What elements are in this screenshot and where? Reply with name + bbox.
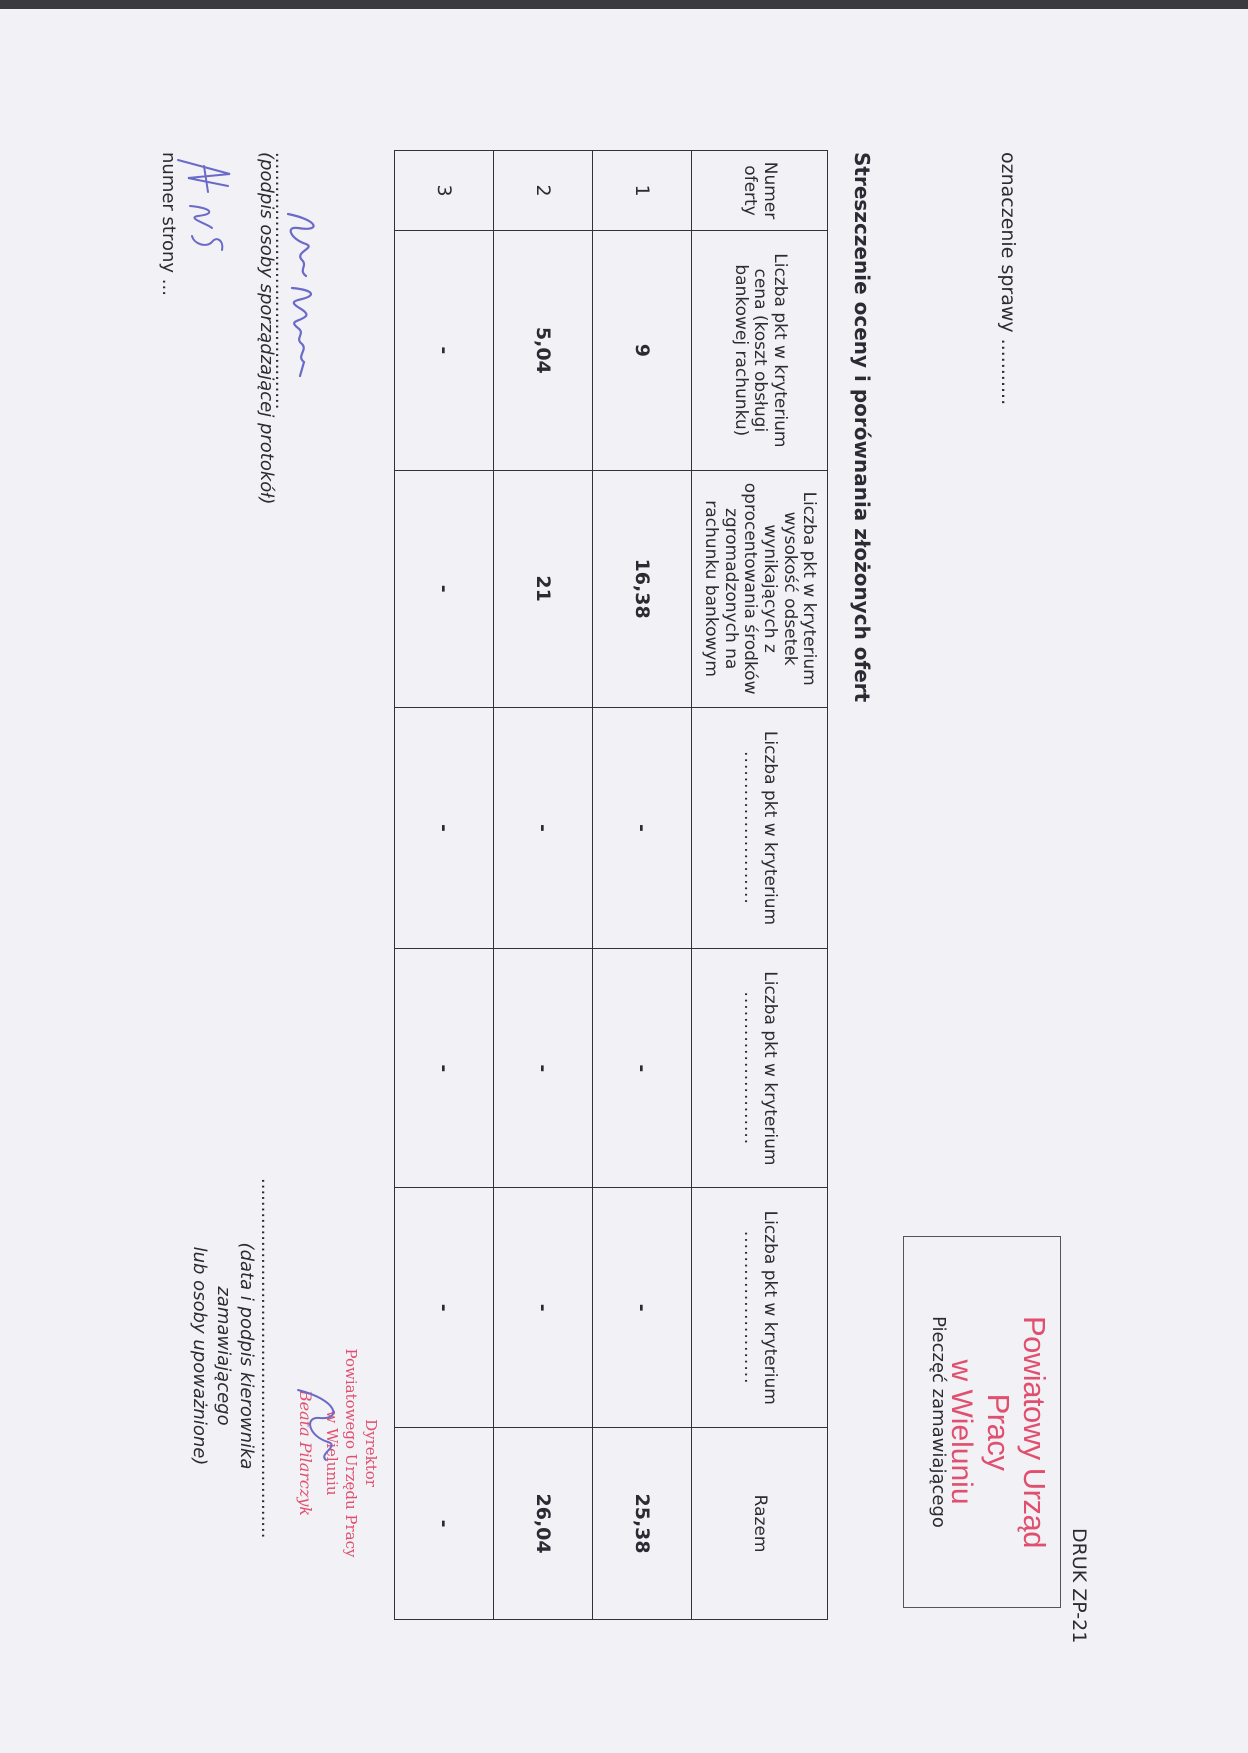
table-row (593, 151, 692, 1620)
stamp-caption: Pieczęć zamawiającego (928, 1316, 949, 1528)
table-cell: - (395, 230, 494, 470)
header-dots: ........................ (740, 751, 761, 905)
table-cell: - (395, 1428, 494, 1620)
table-cell: - (494, 949, 593, 1188)
director-stamp-line-1: Dyrektor (362, 1419, 380, 1487)
header-label: Liczba pkt w kryterium (760, 730, 781, 926)
table-row (395, 151, 494, 1620)
header-dots: ........................ (740, 1230, 761, 1385)
director-stamp-name: Beata Pilarczyk (296, 1389, 316, 1517)
header-cell: Numer oferty (692, 151, 828, 231)
director-stamp-line-2: Powiatowego Urzędu Pracy (342, 1348, 361, 1558)
table-row (494, 151, 593, 1620)
table-cell: 1 (593, 151, 692, 231)
case-reference: oznaczenie sprawy ........... (997, 152, 1019, 406)
header-cell: Razem (692, 1428, 828, 1620)
table-cell: - (494, 1188, 593, 1428)
table-cell: 9 (593, 230, 692, 470)
header-label: Liczba pkt w kryterium (760, 971, 781, 1166)
caption-line-1: (data i podpis kierownika zamawiającego (212, 1242, 257, 1470)
document-title: Streszczenie oceny i porównania złożonych ofert (850, 152, 874, 703)
table-cell: - (593, 949, 692, 1188)
form-code: DRUK ZP-21 (1068, 1528, 1090, 1644)
preparer-signature-caption: (podpis osoby sporządzającej protokół) (256, 152, 277, 505)
table-cell: 25,38 (593, 1428, 692, 1620)
table-cell: - (395, 707, 494, 949)
stamp-line-1: Powiatowy Urząd Pracy (981, 1316, 1052, 1548)
table-cell: 2 (494, 151, 593, 231)
header-dots: ........................ (740, 991, 761, 1146)
table-cell: 26,04 (494, 1428, 593, 1620)
table-cell: - (593, 707, 692, 949)
director-signature (288, 1380, 348, 1470)
table-cell: - (593, 1188, 692, 1428)
header-cell (692, 949, 828, 1188)
header-cell: Liczba pkt w kryterium wysokość odsetek wynikających z oprocentowania środków zgromadzonych na rachunku bankowym (692, 470, 828, 707)
director-signature-line: ............................................................... (257, 1178, 278, 1539)
header-label: Liczba pkt w kryterium (760, 1210, 781, 1405)
orderer-stamp-box (903, 1236, 1061, 1608)
table-cell: 5,04 (494, 230, 593, 470)
preparer-signature-line: ............................................. (271, 152, 292, 410)
header-cell: Liczba pkt w kryterium cena (koszt obsługi bankowej rachunku) (692, 230, 828, 470)
table-cell: 16,38 (593, 470, 692, 707)
page-number-label: numer strony ... (158, 152, 179, 296)
table-cell: - (395, 949, 494, 1188)
table-cell: - (395, 470, 494, 707)
table-cell: 21 (494, 470, 593, 707)
header-cell (692, 707, 828, 949)
table-cell: 3 (395, 151, 494, 231)
director-stamp-line-3: w Wieluniu (323, 1410, 341, 1496)
caption-line-2: lub osoby upoważnione) (189, 1246, 211, 1466)
table-cell: - (494, 707, 593, 949)
table-header-row (692, 151, 828, 1620)
table-cell: - (395, 1188, 494, 1428)
header-cell (692, 1188, 828, 1428)
offers-comparison-table (394, 150, 828, 1620)
orderer-stamp (944, 1292, 1052, 1572)
director-signature-caption (188, 1176, 258, 1536)
stamp-line-2: w Wieluniu (945, 1359, 978, 1505)
